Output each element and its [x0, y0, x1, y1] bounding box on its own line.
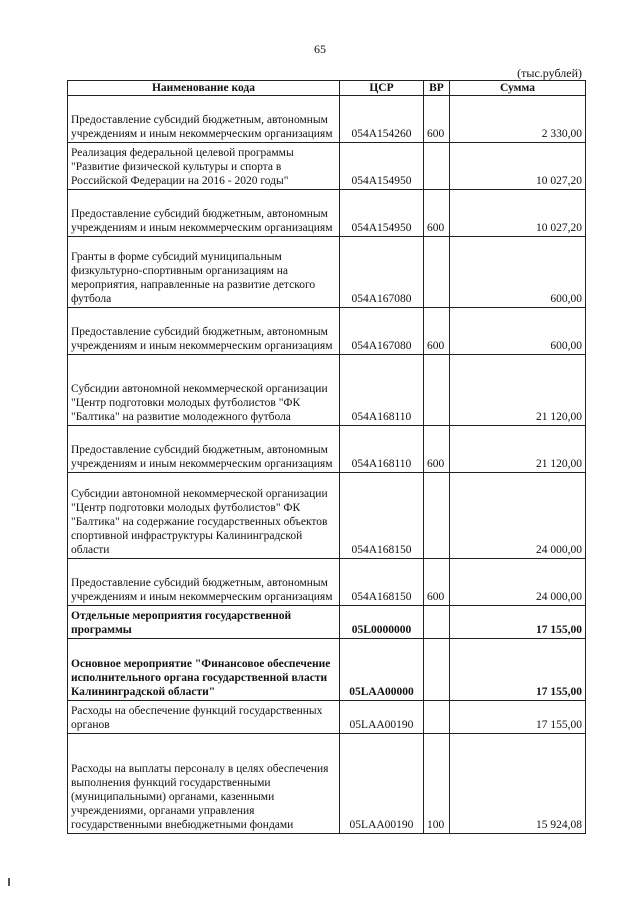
row-name-cell: Расходы на выплаты персоналу в целях обеспечения выполнения функций государственными (муниципальными) органами, казенными учреждениями, органами управления государственными внебюджетными фондами: [68, 734, 340, 834]
row-vr-cell: [424, 701, 450, 734]
row-sum-cell: 600,00: [450, 237, 586, 308]
row-name-cell: Субсидии автономной некоммерческой организации "Центр подготовки молодых футболистов" ФК "Балтика" на содержание государственных объектов спортивной инфраструктуры Калининградской области: [68, 473, 340, 559]
page-number: 65: [314, 42, 326, 56]
row-sum-cell: 21 120,00: [450, 355, 586, 426]
table-row: [68, 606, 586, 639]
row-csr-cell: 054A154950: [340, 143, 424, 190]
row-name-cell: Гранты в форме субсидий муниципальным физкультурно-спортивным организациям на мероприятия, направленные на развитие детского футбола: [68, 237, 340, 308]
table-row: [68, 237, 586, 308]
row-name-cell: Основное мероприятие "Финансовое обеспечение исполнительного органа государственной власти Калининградской области": [68, 639, 340, 701]
table-row: [68, 355, 586, 426]
row-csr-cell: 054A154950: [340, 190, 424, 237]
table-row: [68, 143, 586, 190]
row-vr-cell: [424, 143, 450, 190]
row-name-cell: Предоставление субсидий бюджетным, автономным учреждениям и иным некоммерческим организациям: [68, 96, 340, 143]
row-csr-cell: 054A167080: [340, 308, 424, 355]
row-csr-cell: 05LAA00190: [340, 734, 424, 834]
row-name-cell: Реализация федеральной целевой программы "Развитие физической культуры и спорта в Российской Федерации на 2016 - 2020 годы": [68, 143, 340, 190]
row-name-cell: Предоставление субсидий бюджетным, автономным учреждениям и иным некоммерческим организациям: [68, 426, 340, 473]
row-vr-cell: [424, 473, 450, 559]
row-sum-cell: 17 155,00: [450, 606, 586, 639]
table-row: [68, 426, 586, 473]
table-row: [68, 639, 586, 701]
row-vr-cell: 600: [424, 190, 450, 237]
row-vr-cell: [424, 355, 450, 426]
row-vr-cell: [424, 606, 450, 639]
row-sum-cell: 21 120,00: [450, 426, 586, 473]
row-vr-cell: 100: [424, 734, 450, 834]
row-name-cell: Отдельные мероприятия государственной программы: [68, 606, 340, 639]
row-csr-cell: 054A154260: [340, 96, 424, 143]
row-csr-cell: 054A168150: [340, 559, 424, 606]
row-name-cell: Субсидии автономной некоммерческой организации "Центр подготовки молодых футболистов "ФК "Балтика" на развитие молодежного футбола: [68, 355, 340, 426]
row-sum-cell: 600,00: [450, 308, 586, 355]
table-row: [68, 734, 586, 834]
row-csr-cell: 054A168150: [340, 473, 424, 559]
row-csr-cell: 054A168110: [340, 426, 424, 473]
header-name: Наименование кода: [68, 81, 340, 96]
row-name-cell: Расходы на обеспечение функций государственных органов: [68, 701, 340, 734]
row-sum-cell: 17 155,00: [450, 701, 586, 734]
units-label: (тыс.рублей): [517, 66, 582, 80]
row-csr-cell: 05LAA00000: [340, 639, 424, 701]
row-sum-cell: 15 924,08: [450, 734, 586, 834]
header-vr: ВР: [424, 81, 450, 96]
row-sum-cell: 10 027,20: [450, 143, 586, 190]
margin-mark: [8, 878, 10, 886]
table-row: [68, 559, 586, 606]
header-sum: Сумма: [450, 81, 586, 96]
row-sum-cell: 2 330,00: [450, 96, 586, 143]
row-vr-cell: 600: [424, 559, 450, 606]
table-row: [68, 190, 586, 237]
row-csr-cell: 05L0000000: [340, 606, 424, 639]
row-csr-cell: 05LAA00190: [340, 701, 424, 734]
row-csr-cell: 054A167080: [340, 237, 424, 308]
row-sum-cell: 24 000,00: [450, 559, 586, 606]
row-vr-cell: [424, 639, 450, 701]
table-row: [68, 473, 586, 559]
row-vr-cell: [424, 237, 450, 308]
row-name-cell: Предоставление субсидий бюджетным, автономным учреждениям и иным некоммерческим организациям: [68, 308, 340, 355]
table-row: [68, 96, 586, 143]
row-sum-cell: 24 000,00: [450, 473, 586, 559]
row-vr-cell: 600: [424, 308, 450, 355]
budget-table: [67, 80, 586, 834]
table-header-row: [68, 81, 586, 96]
row-sum-cell: 17 155,00: [450, 639, 586, 701]
row-name-cell: Предоставление субсидий бюджетным, автономным учреждениям и иным некоммерческим организациям: [68, 559, 340, 606]
table-body: [68, 96, 586, 834]
row-csr-cell: 054A168110: [340, 355, 424, 426]
row-sum-cell: 10 027,20: [450, 190, 586, 237]
row-vr-cell: 600: [424, 426, 450, 473]
table-row: [68, 701, 586, 734]
table-row: [68, 308, 586, 355]
header-csr: ЦСР: [340, 81, 424, 96]
row-vr-cell: 600: [424, 96, 450, 143]
row-name-cell: Предоставление субсидий бюджетным, автономным учреждениям и иным некоммерческим организациям: [68, 190, 340, 237]
